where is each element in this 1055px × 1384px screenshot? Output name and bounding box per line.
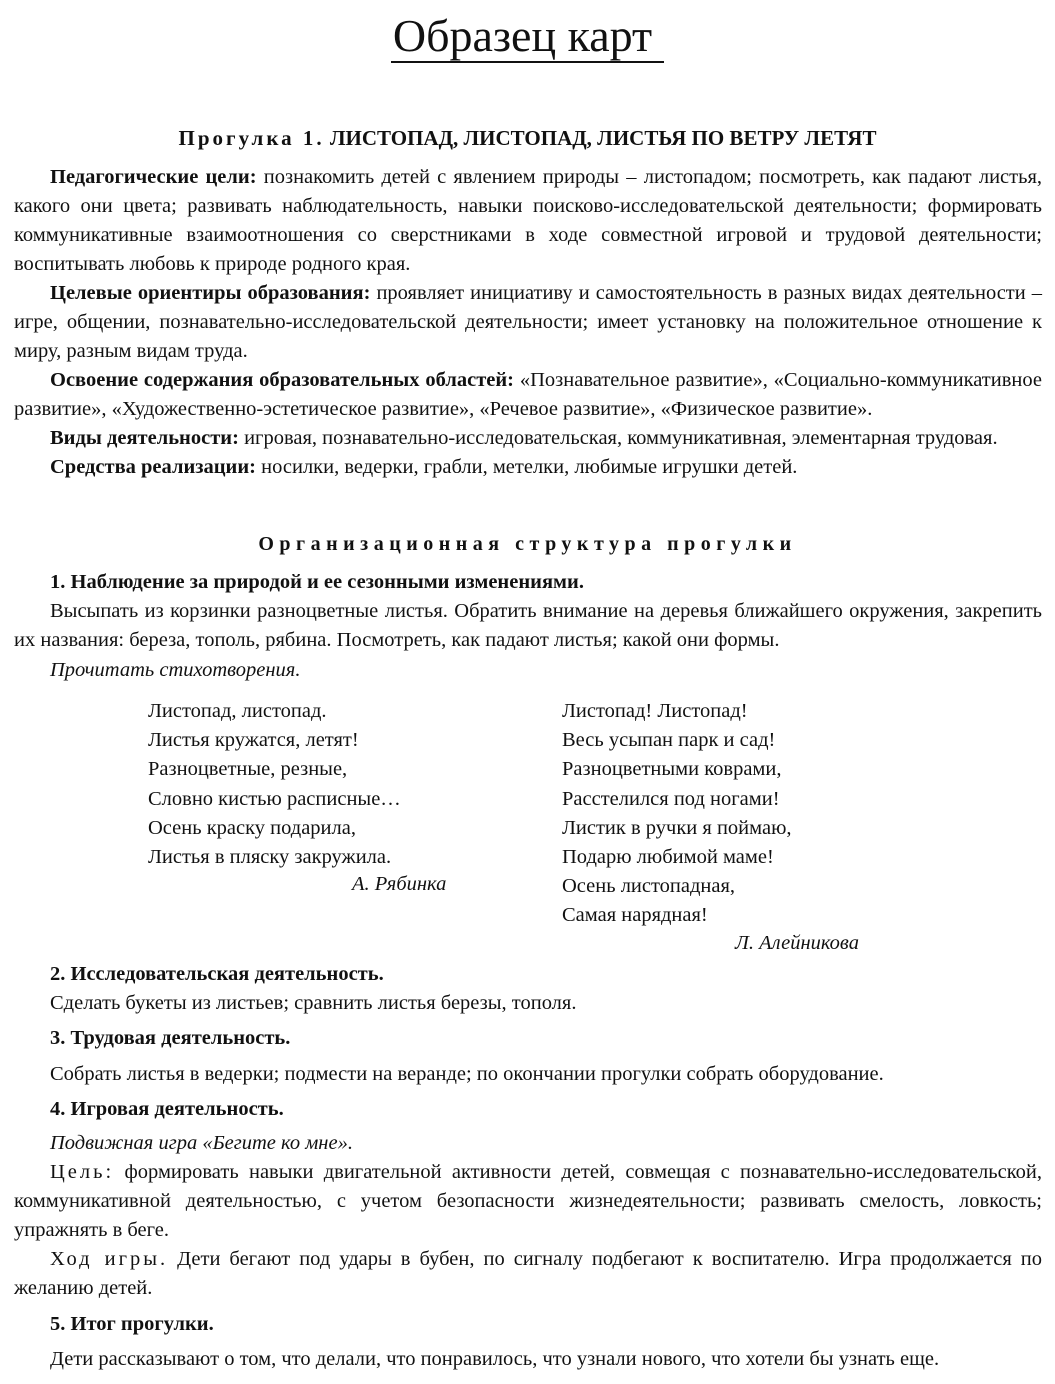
poem-2-author: Л. Алейникова xyxy=(735,932,859,954)
section-4-details xyxy=(14,1158,1042,1303)
poem-2-line: Листопад! Листопад! xyxy=(562,700,748,722)
section-5-heading: 5. Итог прогулки. xyxy=(50,1313,214,1335)
poem-1 xyxy=(148,697,401,872)
means-label: Средства реализации: xyxy=(50,456,257,478)
poem-1-line: Листья кружатся, летят! xyxy=(148,729,359,752)
targets-text: проявляет инициативу и самостоятельность в разных видах деятельности – игре, общении, познавательно-исследовательской деятельности; имеет установку на положительное отношение к миру, разным видам труда. xyxy=(14,282,1043,362)
poem-2-line: Разноцветными коврами, xyxy=(562,758,782,781)
section-2-text: Сделать букеты из листьев; сравнить листья березы, тополя. xyxy=(50,992,577,1014)
walk-name: ЛИСТОПАД, ЛИСТОПАД, ЛИСТЬЯ ПО ВЕТРУ ЛЕТЯТ xyxy=(329,126,877,150)
poem-1-author: А. Рябинка xyxy=(352,873,447,895)
intro-block xyxy=(14,163,1042,482)
read-poems-instruction: Прочитать стихотворения. xyxy=(50,659,301,681)
poem-2-line: Весь усыпан парк и сад! xyxy=(562,729,776,752)
goals-text: познакомить детей с явлением природы – листопадом; посмотреть, как падают листья, какого они цвета; развивать наблюдательность, навыки поисково-исследовательской деятельности; формировать коммуникативные взаимоотношения со сверстниками в ходе совместной игровой и трудовой деятельности; воспитывать любовь к природе родного края. xyxy=(14,166,1042,275)
section-1-text-block xyxy=(14,597,1042,655)
poem-2-line: Расстелился под ногами! xyxy=(562,787,780,810)
page-title-text: Образец карт xyxy=(391,11,664,63)
poem-2-line: Подарю любимой маме! xyxy=(562,846,774,869)
activities-paragraph xyxy=(14,424,1042,453)
game-goal-paragraph xyxy=(14,1158,1042,1245)
section-1-heading: 1. Наблюдение за природой и ее сезонными изменениями. xyxy=(50,571,584,593)
poem-2-line: Самая нарядная! xyxy=(562,904,708,927)
areas-label: Освоение содержания образовательных областей: xyxy=(50,369,515,391)
section-5-text: Дети рассказывают о том, что делали, что понравилось, что узнали нового, что хотели бы узнать еще. xyxy=(50,1348,940,1370)
targets-label: Целевые ориентиры образования: xyxy=(50,282,371,304)
structure-heading: Организационная структура прогулки xyxy=(258,533,797,555)
goals-label: Педагогические цели: xyxy=(50,166,257,188)
poem-1-line: Разноцветные, резные, xyxy=(148,758,348,781)
walk-heading xyxy=(0,124,1055,152)
section-4-game-name: Подвижная игра «Бегите ко мне». xyxy=(50,1132,353,1154)
activities-label: Виды деятельности: xyxy=(50,427,239,449)
section-3-heading: 3. Трудовая деятельность. xyxy=(50,1027,291,1049)
poem-1-line: Листопад, листопад. xyxy=(148,700,327,722)
goals-paragraph xyxy=(14,163,1042,279)
poem-2 xyxy=(562,697,792,931)
game-goal-label: Цель: xyxy=(50,1161,115,1183)
poem-1-line: Осень краску подарила, xyxy=(148,816,356,839)
walk-prefix: Прогулка 1. xyxy=(178,126,325,150)
areas-paragraph xyxy=(14,366,1042,424)
poem-2-line: Осень листопадная, xyxy=(562,875,736,898)
section-3-text: Собрать листья в ведерки; подмести на веранде; по окончании прогулки собрать оборудование. xyxy=(50,1063,884,1085)
means-paragraph xyxy=(14,453,1042,482)
game-course-text: Дети бегают под удары в бубен, по сигналу подбегают к воспитателю. Игра продолжается по желанию детей. xyxy=(14,1248,1042,1299)
section-4-heading: 4. Игровая деятельность. xyxy=(50,1098,284,1120)
targets-paragraph xyxy=(14,279,1042,366)
areas-text: «Познавательное развитие», «Социально-коммуникативное развитие», «Художественно-эстетическое развитие», «Речевое развитие», «Физическое развитие». xyxy=(14,369,1042,420)
game-goal-text: формировать навыки двигательной активности детей, совмещая с познавательно-исследовательской, коммуникативной деятельностью, с учетом безопасности жизнедеятельности; развивать смелость, ловкость; упражнять в беге. xyxy=(14,1161,1042,1241)
game-course-paragraph xyxy=(14,1245,1042,1303)
page-title xyxy=(0,8,1055,64)
poem-2-line: Листик в ручки я поймаю, xyxy=(562,816,792,839)
activities-text: игровая, познавательно-исследовательская, коммуникативная, элементарная трудовая. xyxy=(244,427,998,449)
poem-1-line: Листья в пляску закружила. xyxy=(148,846,392,869)
game-course-label: Ход игры. xyxy=(50,1248,169,1270)
poem-1-line: Словно кистью расписные… xyxy=(148,787,401,810)
section-1-text: Высыпать из корзинки разноцветные листья. Обратить внимание на деревья ближайшего окружения, закрепить их названия: береза, тополь, рябина. Посмотреть, как падают листья; какой они формы. xyxy=(14,600,1042,651)
means-text: носилки, ведерки, грабли, метелки, любимые игрушки детей. xyxy=(261,456,798,478)
section-2-heading: 2. Исследовательская деятельность. xyxy=(50,963,384,985)
